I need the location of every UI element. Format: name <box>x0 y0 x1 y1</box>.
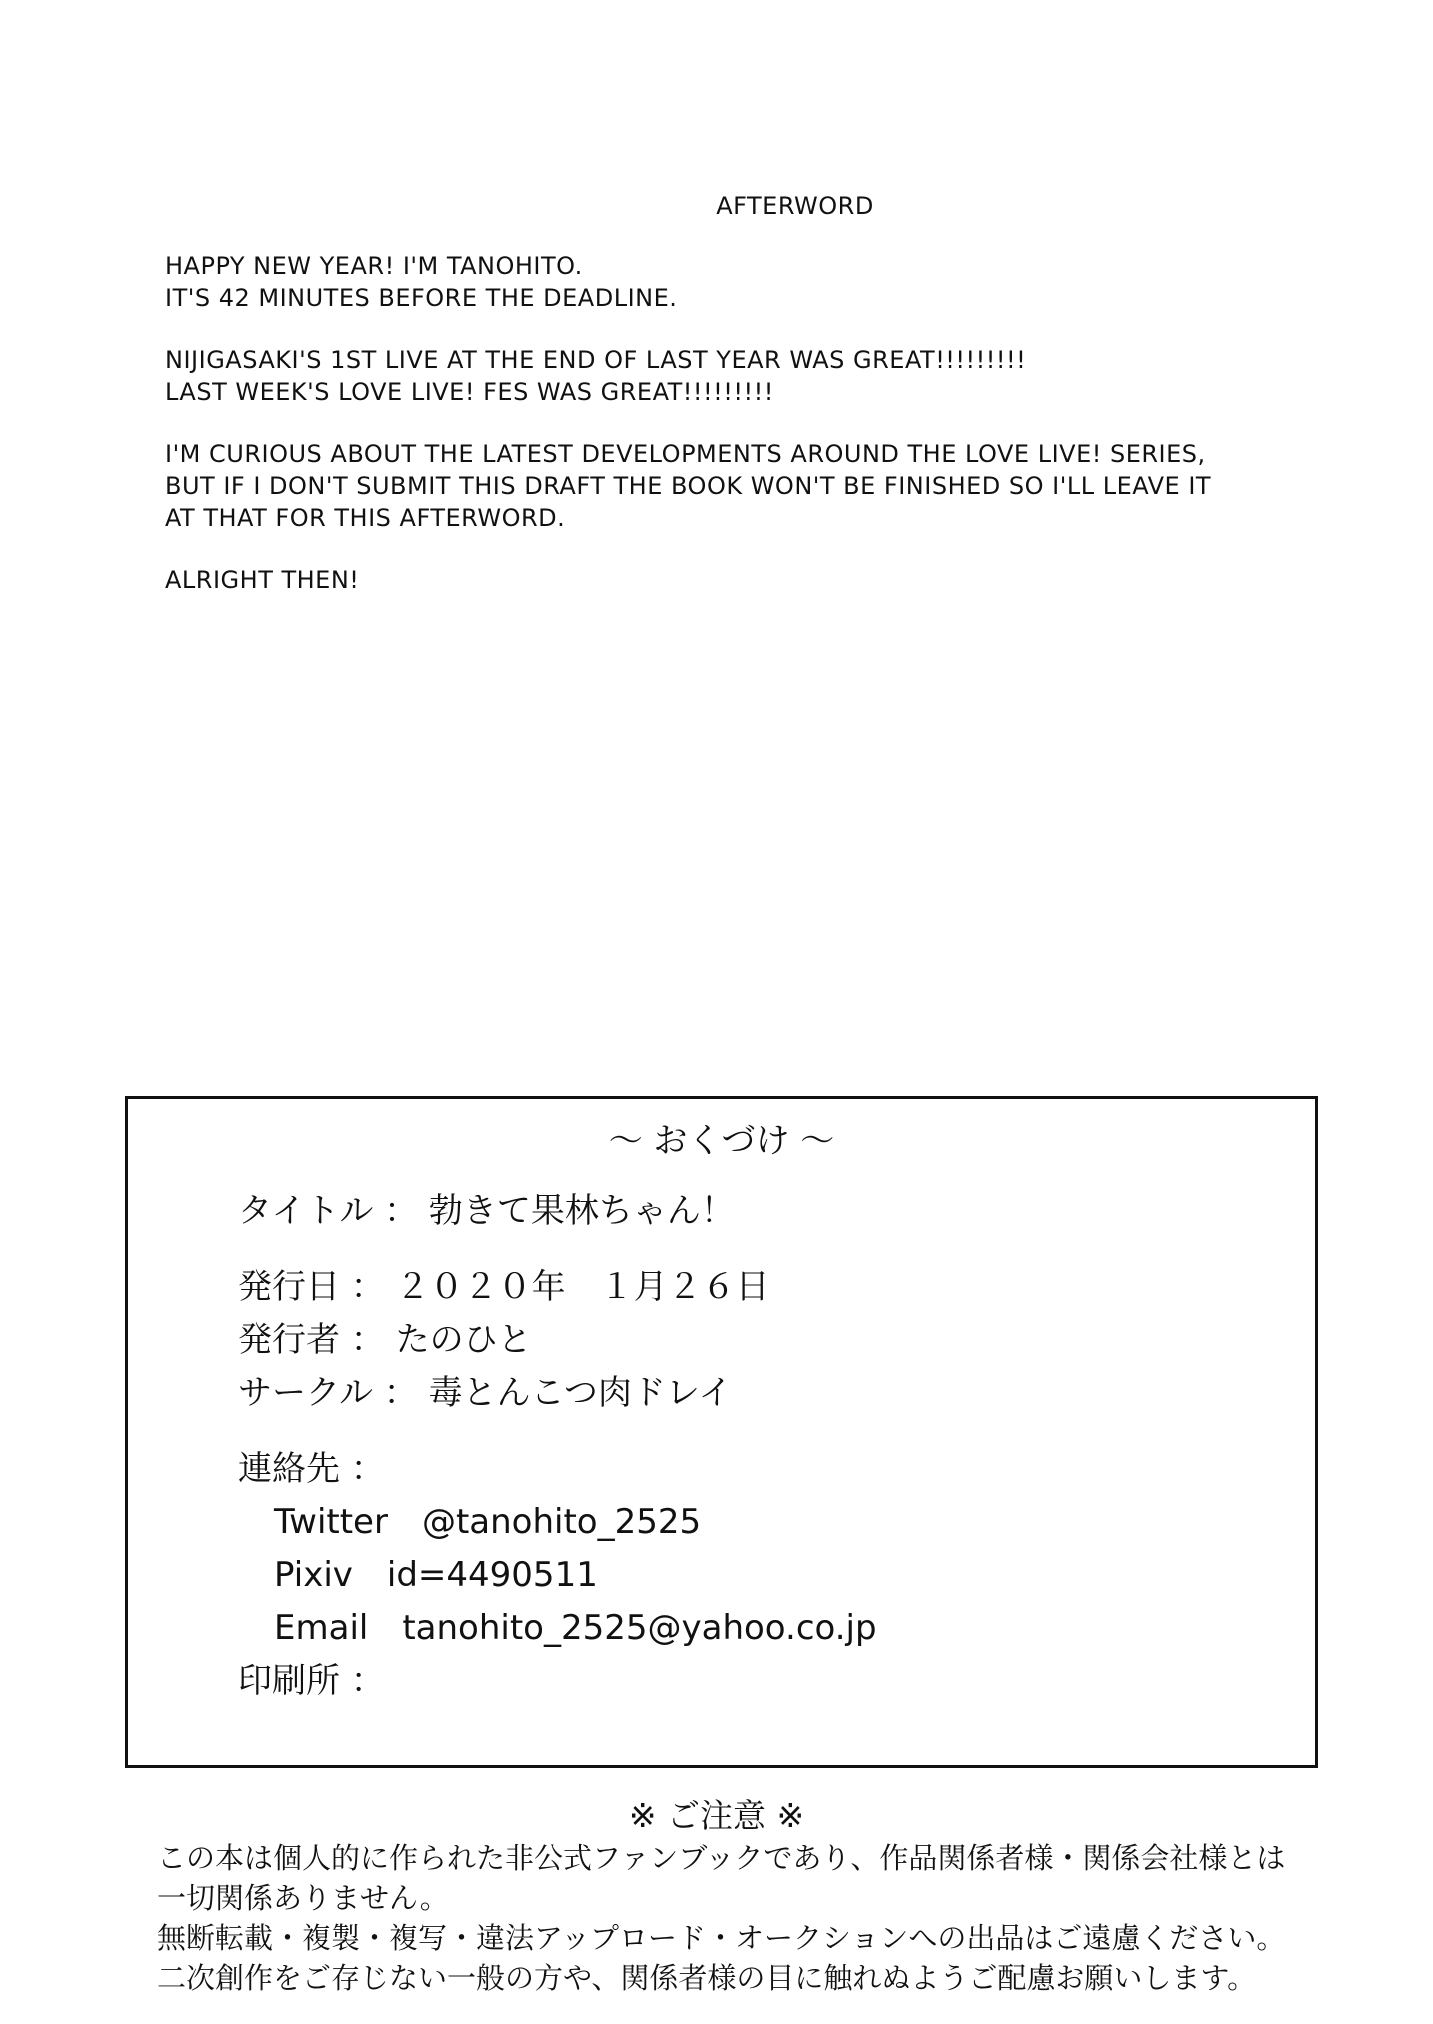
notice-line: 一切関係ありません。 <box>157 1881 449 1915</box>
notice-line: 二次創作をご存じない一般の方や、関係者様の目に触れぬようご配慮お願いします。 <box>157 1961 1257 1995</box>
colophon-title-row: タイトル ： 勃きて果林ちゃん！ <box>238 1191 735 1231</box>
afterword-line: LAST WEEK'S LOVE LIVE! FES WAS GREAT!!!!!!!!! <box>165 378 774 406</box>
afterword-paragraph-1 <box>165 250 1305 314</box>
notice-line: 無断転載・複製・複写・違法アップロード・オークションへの出品はご遠慮ください。 <box>157 1921 1286 1955</box>
notice-line: この本は個人的に作られた非公式ファンブックであり、作品関係者様・関係会社様とは <box>157 1841 1286 1875</box>
afterword-paragraph-2 <box>165 344 1305 408</box>
colophon-box <box>125 1096 1318 1768</box>
colophon-circle-row: サークル ： 毒とんこつ肉ドレイ <box>238 1373 733 1413</box>
colophon-date-row: 発行日 ： ２０２０年 １月２６日 <box>238 1267 770 1307</box>
notice-text <box>157 1838 1317 1998</box>
afterword-section <box>165 190 1305 626</box>
afterword-line: BUT IF I DON'T SUBMIT THIS DRAFT THE BOOK WON'T BE FINISHED SO I'LL LEAVE IT <box>165 472 1212 500</box>
colophon-publisher-row: 発行者 ： たのひと <box>238 1320 532 1360</box>
colophon-printer-row: 印刷所 ： <box>238 1661 385 1701</box>
notice-heading: ※ ご注意 ※ <box>628 1796 805 1835</box>
colophon-twitter-row: Twitter @tanohito_2525 <box>274 1502 702 1542</box>
afterword-title: AFTERWORD <box>716 192 874 220</box>
afterword-paragraph-3 <box>165 438 1305 534</box>
afterword-line: NIJIGASAKI'S 1ST LIVE AT THE END OF LAST YEAR WAS GREAT!!!!!!!!! <box>165 346 1027 374</box>
afterword-line: ALRIGHT THEN! <box>165 566 360 594</box>
afterword-line: HAPPY NEW YEAR! I'M TANOHITO. <box>165 252 583 280</box>
afterword-paragraph-4 <box>165 564 1305 596</box>
afterword-line: I'M CURIOUS ABOUT THE LATEST DEVELOPMENTS AROUND THE LOVE LIVE! SERIES, <box>165 440 1206 468</box>
colophon-pixiv-row: Pixiv id=4490511 <box>274 1555 598 1595</box>
colophon-email-row: Email tanohito_2525@yahoo.co.jp <box>274 1608 877 1648</box>
colophon-heading: ～ おくづけ ～ <box>608 1121 835 1161</box>
colophon-contact-row: 連絡先 ： <box>238 1449 385 1489</box>
afterword-line: AT THAT FOR THIS AFTERWORD. <box>165 504 566 532</box>
afterword-line: IT'S 42 MINUTES BEFORE THE DEADLINE. <box>165 284 678 312</box>
